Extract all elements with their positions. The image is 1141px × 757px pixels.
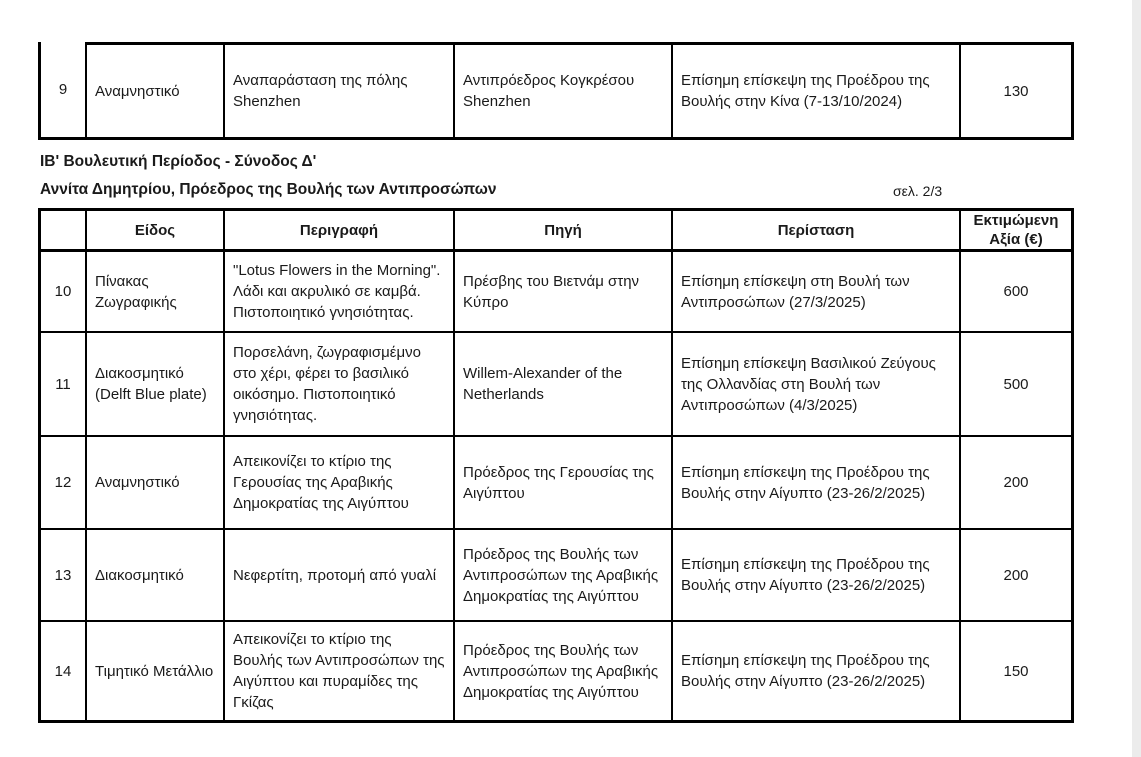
cell-type: Αναμνηστικό [87,42,225,137]
cell-value: 130 [961,42,1071,137]
cell-description: Απεικονίζει το κτίριο της Γερουσίας της Αραβικής Δημοκρατίας της Αιγύπτου [225,437,455,530]
cell-type: Διακοσμητικό [87,530,225,622]
cell-value: 600 [961,252,1071,333]
cell-occasion: Επίσημη επίσκεψη Βασιλικού Ζεύγους της Ολλανδίας στη Βουλή των Αντιπροσώπων (4/3/2025) [673,333,961,437]
column-header: Είδος [87,211,225,252]
cell-value: 500 [961,333,1071,437]
cell-index: 11 [41,333,87,437]
cell-occasion: Επίσημη επίσκεψη στη Βουλή των Αντιπροσώπων (27/3/2025) [673,252,961,333]
cell-description: "Lotus Flowers in the Morning". Λάδι και ακρυλικό σε καμβά. Πιστοποιητικό γνησιότητας. [225,252,455,333]
page-edge-strip [1132,0,1141,757]
cell-source: Πρόεδρος της Βουλής των Αντιπροσώπων της Αραβικής Δημοκρατίας της Αιγύπτου [455,622,673,720]
cell-source: Αντιπρόεδρος Κογκρέσου Shenzhen [455,42,673,137]
gifts-table [38,208,1074,723]
cell-type: Διακοσμητικό (Delft Blue plate) [87,333,225,437]
cell-index: 10 [41,252,87,333]
cell-index: 14 [41,622,87,720]
cell-index: 12 [41,437,87,530]
cell-description: Αναπαράσταση της πόλης Shenzhen [225,42,455,137]
column-header: Περιγραφή [225,211,455,252]
column-header: Πηγή [455,211,673,252]
cell-source: Πρέσβης του Βιετνάμ στην Κύπρο [455,252,673,333]
cell-source: Πρόεδρος της Βουλής των Αντιπροσώπων της Αραβικής Δημοκρατίας της Αιγύπτου [455,530,673,622]
section-title: ΙΒ' Βουλευτική Περίοδος - Σύνοδος Δ' [40,153,317,170]
cell-source: Πρόεδρος της Γερουσίας της Αιγύπτου [455,437,673,530]
cell-occasion: Επίσημη επίσκεψη της Προέδρου της Βουλής στην Αίγυπτο (23-26/2/2025) [673,437,961,530]
cell-occasion: Επίσημη επίσκεψη της Προέδρου της Βουλής στην Αίγυπτο (23-26/2/2025) [673,622,961,720]
page-indicator: σελ. 2/3 [893,183,943,199]
column-header: Περίσταση [673,211,961,252]
cell-occasion: Επίσημη επίσκεψη της Προέδρου της Βουλής στην Κίνα (7-13/10/2024) [673,42,961,137]
cell-value: 150 [1003,662,1029,680]
previous-page-table-fragment [38,42,1074,140]
cell-type: Πίνακας Ζωγραφικής [87,252,225,333]
cell-description: Απεικονίζει το κτίριο της Βουλής των Αντιπροσώπων της Αιγύπτου και πυραμίδες της Γκίζας [225,622,455,720]
column-header: Εκτιμώμενη Αξία (€) [961,211,1071,252]
cell-value: 200 [961,437,1071,530]
cell-description: Νεφερτίτη, προτομή από γυαλί [225,530,455,622]
cell-index: 9 [41,42,87,137]
cell-type: Αναμνηστικό [87,437,225,530]
column-header [41,211,87,252]
cell-description: Πορσελάνη, ζωγραφισμέμνο στο χέρι, φέρει το βασιλικό οικόσημο. Πιστοποιητικό γνησιότητας. [225,333,455,437]
cell-type: Τιμητικό Μετάλλιο [87,622,225,720]
owner-line: Αννίτα Δημητρίου, Πρόεδρος της Βουλής των Αντιπροσώπων [40,181,497,198]
cell-occasion: Επίσημη επίσκεψη της Προέδρου της Βουλής στην Αίγυπτο (23-26/2/2025) [673,530,961,622]
cell-value: 200 [961,530,1071,622]
cell-index: 13 [41,530,87,622]
cell-source: Willem-Alexander of the Netherlands [455,333,673,437]
